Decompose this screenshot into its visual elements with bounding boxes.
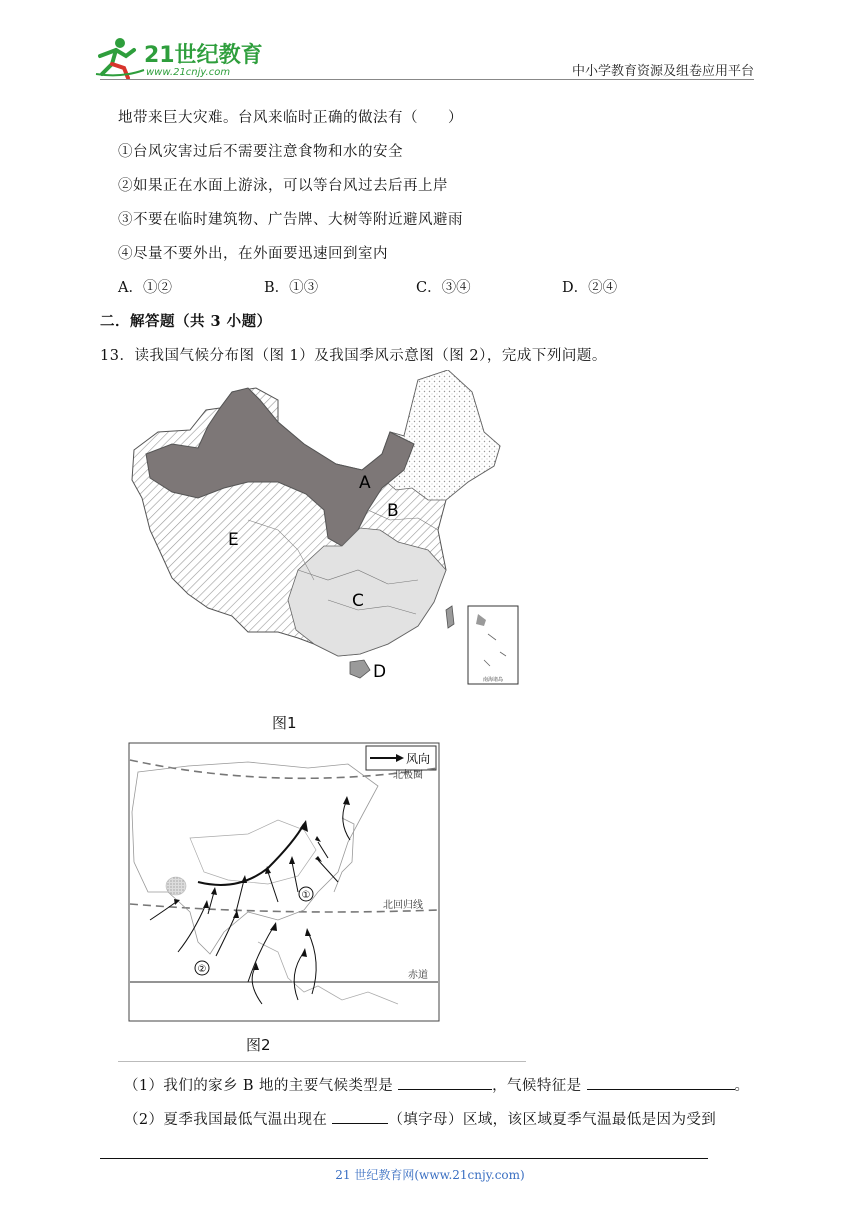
q13-sub2-suffix: （填字母）区域，该区域夏季气温最低是因为受到 — [388, 1112, 717, 1128]
china-map-graphic — [128, 370, 520, 690]
marker-1: ① — [301, 890, 311, 901]
q12-option-a[interactable]: A．①② — [118, 280, 172, 296]
section-title: 二．解答题（共 3 小题） — [100, 313, 272, 330]
marker-2: ② — [197, 964, 207, 975]
figure-divider — [118, 1061, 526, 1062]
q13-sub1-blank-2[interactable] — [587, 1076, 735, 1090]
legend-wind-label: 风向 — [406, 752, 431, 766]
monsoon-map-graphic — [128, 742, 440, 1022]
footer-divider — [100, 1158, 708, 1159]
q13-sub1-suffix: 。 — [734, 1078, 750, 1094]
q12-statement-2: ②如果正在水面上游泳，可以等台风过去后再上岸 — [118, 178, 448, 194]
q13-sub1-middle: ，气候特征是 — [492, 1078, 582, 1094]
q12-stem: 地带来巨大灾难。台风来临时正确的做法有（ ） — [118, 110, 463, 126]
tropic-label: 北回归线 — [383, 900, 423, 911]
figure1-caption: 图1 — [272, 714, 297, 732]
arctic-circle-label: 北极圈 — [393, 770, 423, 781]
q12-statement-3: ③不要在临时建筑物、广告牌、大树等附近避风避雨 — [118, 212, 463, 228]
equator-label: 赤道 — [408, 970, 428, 981]
q12-statement-4: ④尽量不要外出，在外面要迅速回到室内 — [118, 246, 388, 262]
map-label-d: D — [373, 662, 387, 682]
inset-label: 南海诸岛 — [482, 677, 504, 683]
q13-stem: 13．读我国气候分布图（图 1）及我国季风示意图（图 2），完成下列问题。 — [100, 348, 607, 364]
logo-url: www.21cnjy.com — [146, 67, 231, 78]
q12-statement-1: ①台风灾害过后不需要注意食物和水的安全 — [118, 144, 403, 160]
footer-link[interactable]: 21 世纪教育网(www.21cnjy.com) — [335, 1168, 525, 1182]
runner-icon — [92, 34, 262, 80]
map-label-b: B — [387, 501, 399, 521]
q12-option-b[interactable]: B．①③ — [264, 280, 319, 296]
q13-sub2-prefix: （2）夏季我国最低气温出现在 — [124, 1112, 328, 1128]
figure2-caption: 图2 — [246, 1036, 271, 1054]
header-divider — [100, 79, 754, 80]
q12-option-c[interactable]: C．③④ — [416, 280, 471, 296]
map-label-e: E — [228, 530, 239, 550]
map-label-a: A — [359, 473, 371, 493]
logo-text: 21世纪教育 — [144, 43, 262, 68]
q13-sub1 — [124, 1074, 749, 1095]
q13-sub2 — [124, 1108, 716, 1129]
figure1-climate-map — [128, 370, 520, 690]
q12-option-d[interactable]: D．②④ — [562, 280, 618, 296]
header-platform-name: 中小学教育资源及组卷应用平台 — [571, 64, 754, 79]
site-logo — [92, 34, 262, 80]
q13-sub1-blank-1[interactable] — [398, 1076, 492, 1090]
q13-sub1-prefix: （1）我们的家乡 B 地的主要气候类型是 — [124, 1078, 394, 1094]
figure2-monsoon-map — [128, 742, 440, 1022]
q13-sub2-blank[interactable] — [332, 1110, 388, 1124]
map-label-c: C — [352, 591, 364, 611]
